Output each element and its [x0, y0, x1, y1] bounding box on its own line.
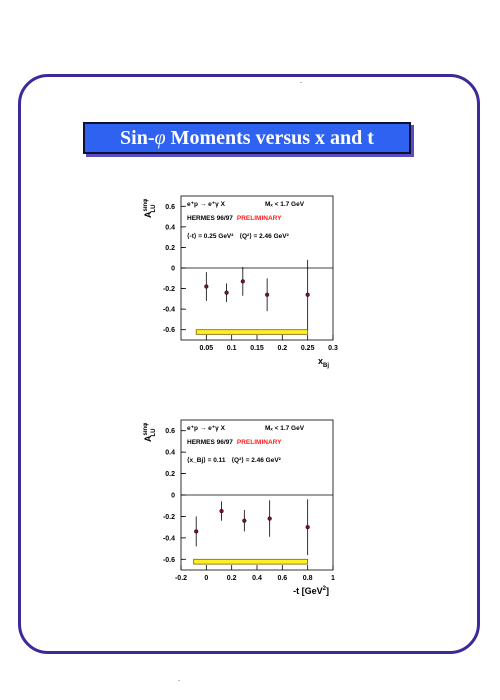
y-tick-label: -0.6: [162, 327, 175, 335]
x-tick-label: 0.15: [250, 345, 264, 352]
title-part-end: Moments versus x and t: [165, 126, 374, 149]
data-point: [306, 293, 310, 297]
data-point: [306, 525, 310, 529]
annotation-reaction: e⁺p → e⁺γ X: [187, 425, 225, 432]
x-tick-label: 0.3: [328, 345, 338, 352]
y-tick-label: 0.2: [165, 244, 175, 252]
annotation-experiment-line: [187, 439, 282, 446]
annotation-reaction-line: [187, 425, 305, 432]
title-part-start: Sin-: [120, 126, 155, 149]
data-point: [242, 519, 246, 523]
x-tick-label: 0.05: [199, 345, 214, 352]
y-tick-label: 0.2: [165, 471, 175, 479]
data-point: [265, 293, 269, 297]
chart-asymmetry-vs-xbj: [143, 186, 343, 376]
annotation-experiment: HERMES 96/97: [187, 215, 233, 222]
y-axis-label-sub: LU: [151, 204, 157, 213]
data-point: [204, 285, 208, 289]
x-axis-label-sup: 2: [322, 586, 326, 592]
annotation-preliminary: PRELIMINARY: [236, 215, 282, 222]
x-tick-label: 0.8: [302, 575, 313, 582]
y-tick-label: 0.6: [165, 203, 175, 211]
y-axis-label-sub: LU: [151, 428, 157, 437]
annotation-mean-value: ⟨x_Bj⟩ = 0.11: [187, 457, 226, 464]
y-axis-label-main: A: [143, 435, 153, 442]
x-tick-label: -0.2: [174, 575, 188, 582]
annotation-reaction-line: [187, 201, 305, 208]
annotation-mass-cut: Mₓ < 1.7 GeV: [265, 201, 305, 208]
x-axis-label: [318, 356, 329, 369]
x-axis-label-sub: Bj: [323, 363, 329, 369]
annotation-mean-value: ⟨-t⟩ = 0.25 GeV²: [187, 233, 234, 240]
x-tick-label: 0.25: [300, 345, 315, 352]
annotation-kinematics-line: [187, 456, 282, 464]
title-phi-symbol: φ: [154, 126, 166, 149]
y-tick-label: -0.4: [162, 535, 175, 543]
y-axis-label-sup: sinφ: [143, 198, 149, 212]
annotation-experiment: HERMES 96/97: [187, 439, 233, 446]
annotation-kinematics-line: [187, 232, 290, 240]
y-axis-label: [143, 422, 157, 442]
y-tick-label: 0: [171, 492, 175, 500]
x-axis-label: [293, 586, 329, 596]
x-tick-label: 1: [331, 575, 335, 582]
annotation-mass-cut: Mₓ < 1.7 GeV: [265, 425, 305, 432]
x-tick-label: 0.4: [252, 575, 262, 582]
x-tick-label: 0.2: [277, 345, 288, 352]
chart-asymmetry-vs-t: [143, 412, 343, 602]
y-tick-label: -0.2: [162, 286, 175, 294]
y-tick-label: -0.2: [162, 513, 175, 521]
y-tick-label: 0.4: [165, 224, 175, 232]
systematic-band: [196, 330, 307, 335]
y-axis-label-main: A: [143, 211, 153, 218]
x-tick-label: 0: [204, 575, 209, 582]
page-title-text: [120, 127, 374, 150]
y-tick-label: -0.6: [162, 556, 175, 564]
y-tick-label: 0: [171, 265, 175, 273]
x-tick-label: 0.6: [277, 575, 288, 582]
x-axis-label-main: -t [GeV: [293, 586, 323, 596]
data-point: [225, 291, 229, 295]
x-axis-label-main: x: [317, 356, 323, 366]
annotation-q2: ⟨Q²⟩ = 2.46 GeV²: [231, 457, 281, 464]
annotation-reaction: e⁺p → e⁺γ X: [187, 201, 225, 208]
data-point: [241, 279, 245, 283]
x-axis-label-end: ]: [326, 586, 329, 596]
systematic-band: [194, 559, 308, 564]
y-axis-label-sup: sinφ: [143, 422, 149, 436]
annotation-preliminary: PRELIMINARY: [236, 439, 282, 446]
y-tick-label: -0.4: [162, 306, 175, 314]
y-tick-label: 0.6: [165, 428, 175, 436]
data-point: [220, 509, 224, 513]
annotation-experiment-line: [187, 215, 282, 222]
data-point: [194, 530, 198, 534]
x-tick-label: 0.2: [226, 575, 237, 582]
scan-speck: [178, 680, 180, 681]
y-axis-label: [143, 198, 157, 218]
scan-speck: [300, 82, 302, 83]
data-point: [268, 517, 272, 521]
annotation-q2: ⟨Q²⟩ = 2.46 GeV²: [239, 233, 289, 240]
page-title: [83, 122, 411, 154]
x-tick-label: 0.1: [226, 345, 237, 352]
y-tick-label: 0.4: [165, 449, 175, 457]
